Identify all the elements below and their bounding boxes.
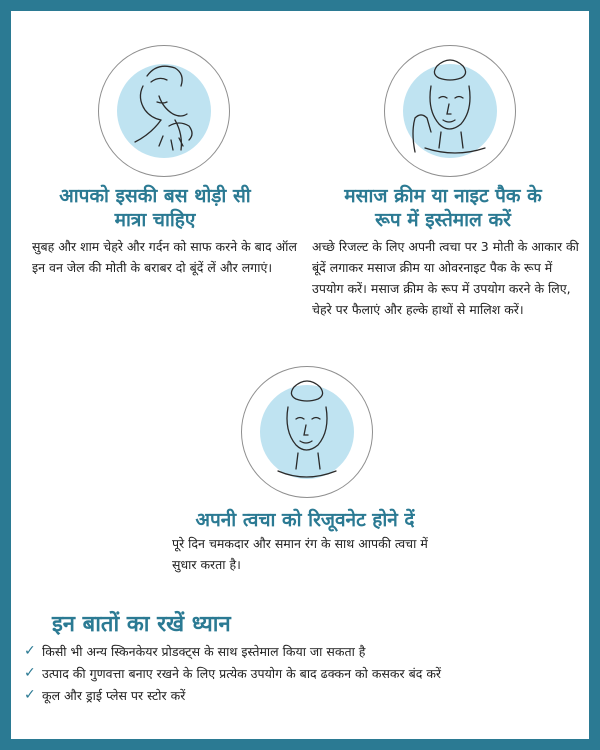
tips-title: इन बातों का रखें ध्यान <box>52 612 231 637</box>
section-2-title: मसाज क्रीम या नाइट पैक के रूप में इस्तेमाल करें <box>344 185 542 231</box>
section-3-body: पूरे दिन चमकदार और समान रंग के साथ आपकी त्वचा में सुधार करता है। <box>172 536 428 572</box>
section-3-title: अपनी त्वचा को रिजूवनेट होने दें <box>195 509 415 531</box>
woman-touching-cheek-icon <box>384 45 516 177</box>
section-2-body: अच्छे रिजल्ट के लिए अपनी त्वचा पर 3 मोती के आकार की बूंदें लगाकर मसाज क्रीम या ओवरनाइट पैक के रूप में उपयोग करें। मसाज क्रीम के रूप में उपयोग करने के लिए, चेहरे पर फैलाएं और हल्के हाथों से मालिश करें। <box>312 239 579 317</box>
tip-item: ✓ उत्पाद की गुणवत्ता बनाए रखने के लिए प्रत्येक उपयोग के बाद ढक्कन को कसकर बंद करें <box>24 665 442 681</box>
tips-list <box>24 640 584 706</box>
tip-item: ✓ किसी भी अन्य स्किनकेयर प्रोडक्ट्स के साथ इस्तेमाल किया जा सकता है <box>24 643 366 659</box>
woman-face-portrait-icon <box>241 366 373 498</box>
tip-item: ✓ कूल और ड्राई प्लेस पर स्टोर करें <box>24 687 186 703</box>
section-1-title: आपको इसकी बस थोड़ी सी मात्रा चाहिए <box>59 185 251 231</box>
check-icon: ✓ <box>24 665 36 681</box>
section-1-body: सुबह और शाम चेहरे और गर्दन को साफ करने के बाद ऑल इन वन जेल की मोती के बराबर दो बूंदें लें और लगाएं। <box>32 239 297 275</box>
check-icon: ✓ <box>24 687 36 703</box>
woman-splashing-face-icon <box>98 45 230 177</box>
check-icon: ✓ <box>24 643 36 659</box>
